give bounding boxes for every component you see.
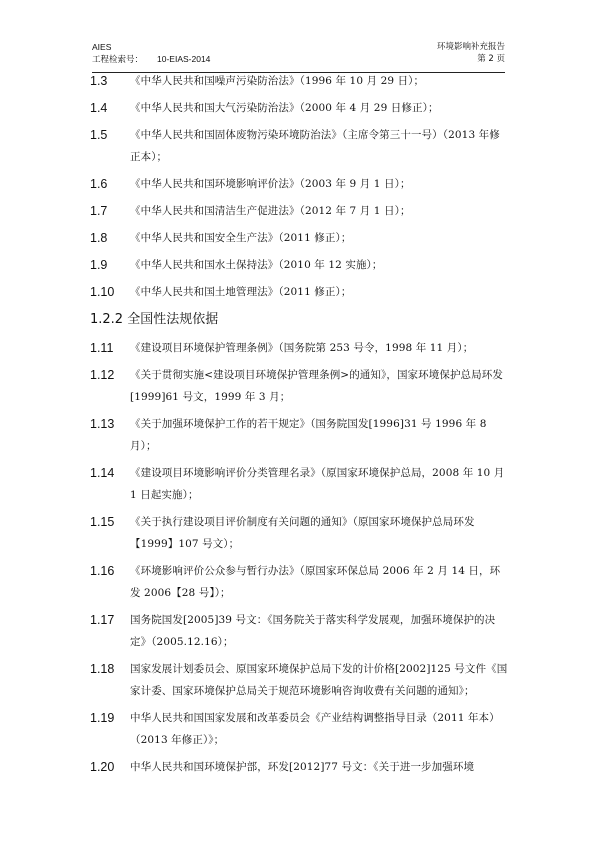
document-body bbox=[90, 70, 510, 783]
list-item bbox=[90, 658, 510, 702]
item-number: 1.20 bbox=[90, 760, 115, 774]
item-number: 1.16 bbox=[90, 564, 115, 578]
list-item bbox=[90, 462, 510, 506]
item-number: 1.17 bbox=[90, 613, 115, 627]
item-text: 《中华人民共和国水土保持法》（2010 年 12 实施）； bbox=[130, 259, 383, 271]
item-text: 《中华人民共和国噪声污染防治法》（1996 年 10 月 29 日）； bbox=[130, 75, 425, 87]
item-text: 《关于执行建设项目评价制度有关问题的通知》（原国家环境保护总局环发【1999】107 号文）； bbox=[130, 516, 475, 550]
list-item bbox=[90, 413, 510, 457]
item-text: 《中华人民共和国清洁生产促进法》（2012 年 7 月 1 日）； bbox=[130, 205, 411, 217]
list-item bbox=[90, 609, 510, 653]
header-doc-number bbox=[92, 54, 210, 66]
item-number: 1.14 bbox=[90, 466, 115, 480]
item-number: 1.5 bbox=[90, 128, 108, 142]
item-number: 1.11 bbox=[90, 341, 114, 355]
item-number: 1.9 bbox=[90, 258, 108, 272]
item-number: 1.4 bbox=[90, 101, 108, 115]
section-heading: 1.2.2 全国性法规依据 bbox=[90, 312, 219, 327]
item-number: 1.7 bbox=[90, 204, 108, 218]
item-text: 《中华人民共和国土地管理法》（2011 修正）； bbox=[130, 286, 352, 298]
item-text: 《中华人民共和国安全生产法》（2011 修正）； bbox=[130, 232, 352, 244]
header-doc-number-label: 工程检索号： bbox=[92, 55, 144, 65]
list-item bbox=[90, 254, 510, 276]
list-item bbox=[90, 124, 510, 168]
item-text: 《环境影响评价公众参与暂行办法》（原国家环保总局 2006 年 2 月 14 日，环发 2006【28 号】）； bbox=[130, 565, 501, 599]
item-number: 1.10 bbox=[90, 285, 115, 299]
header-doc-number-value: 10-EIAS-2014 bbox=[157, 54, 211, 64]
item-number: 1.19 bbox=[90, 711, 115, 725]
item-text: 国家发展计划委员会、原国家环境保护总局下发的计价格[2002]125 号文件《国家计委、国家环境保护总局关于规范环境影响咨询收费有关问题的通知》； bbox=[130, 663, 508, 697]
header-org: AIES bbox=[92, 42, 112, 52]
list-item bbox=[90, 364, 510, 408]
list-item bbox=[90, 560, 510, 604]
item-text: 《中华人民共和国固体废物污染环境防治法》（主席令第三十一号）（2013 年修正本）； bbox=[130, 129, 500, 163]
item-text: 中华人民共和国国家发展和改革委员会《产业结构调整指导目录（2011 年本）（2013 年修正）》； bbox=[130, 712, 500, 746]
list-item bbox=[90, 200, 510, 222]
item-number: 1.15 bbox=[90, 515, 115, 529]
item-text: 中华人民共和国环境保护部，环发[2012]77 号文：《关于进一步加强环境 bbox=[130, 761, 475, 773]
list-item bbox=[90, 70, 510, 92]
item-text: 《中华人民共和国环境影响评价法》（2003 年 9 月 1 日）； bbox=[130, 178, 411, 190]
item-text: 《关于加强环境保护工作的若干规定》（国务院国发[1996]31 号 1996 年 8 月）； bbox=[130, 418, 487, 452]
item-number: 1.13 bbox=[90, 417, 115, 431]
item-number: 1.12 bbox=[90, 368, 115, 382]
item-number: 1.8 bbox=[90, 231, 108, 245]
list-item bbox=[90, 756, 510, 778]
regulation-list-b bbox=[90, 337, 510, 778]
item-text: 《建设项目环境保护管理条例》（国务院第 253 号令，1998 年 11 月）； bbox=[130, 342, 474, 354]
list-item bbox=[90, 173, 510, 195]
item-text: 《关于贯彻实施<建设项目环境保护管理条例>的通知》，国家环境保护总局环发[1999]61 号文，1999 年 3 月； bbox=[130, 369, 503, 403]
regulation-list-a bbox=[90, 70, 510, 303]
header-page-number: 第 2 页 bbox=[477, 54, 505, 64]
item-number: 1.18 bbox=[90, 662, 115, 676]
item-text: 《建设项目环境影响评价分类管理名录》（原国家环境保护总局，2008 年 10 月 1 日起实施）； bbox=[130, 467, 505, 501]
list-item bbox=[90, 337, 510, 359]
list-item bbox=[90, 707, 510, 751]
list-item bbox=[90, 511, 510, 555]
item-number: 1.3 bbox=[90, 74, 108, 88]
item-number: 1.6 bbox=[90, 177, 108, 191]
list-item bbox=[90, 281, 510, 303]
list-item bbox=[90, 227, 510, 249]
item-text: 国务院国发[2005]39 号文：《国务院关于落实科学发展观，加强环境保护的决定》（2005.12.16）； bbox=[130, 614, 496, 648]
list-item bbox=[90, 97, 510, 119]
page-header bbox=[92, 42, 505, 73]
header-report-title: 环境影响补充报告 bbox=[436, 42, 505, 52]
item-text: 《中华人民共和国大气污染防治法》（2000 年 4 月 29 日修正）； bbox=[130, 102, 439, 114]
